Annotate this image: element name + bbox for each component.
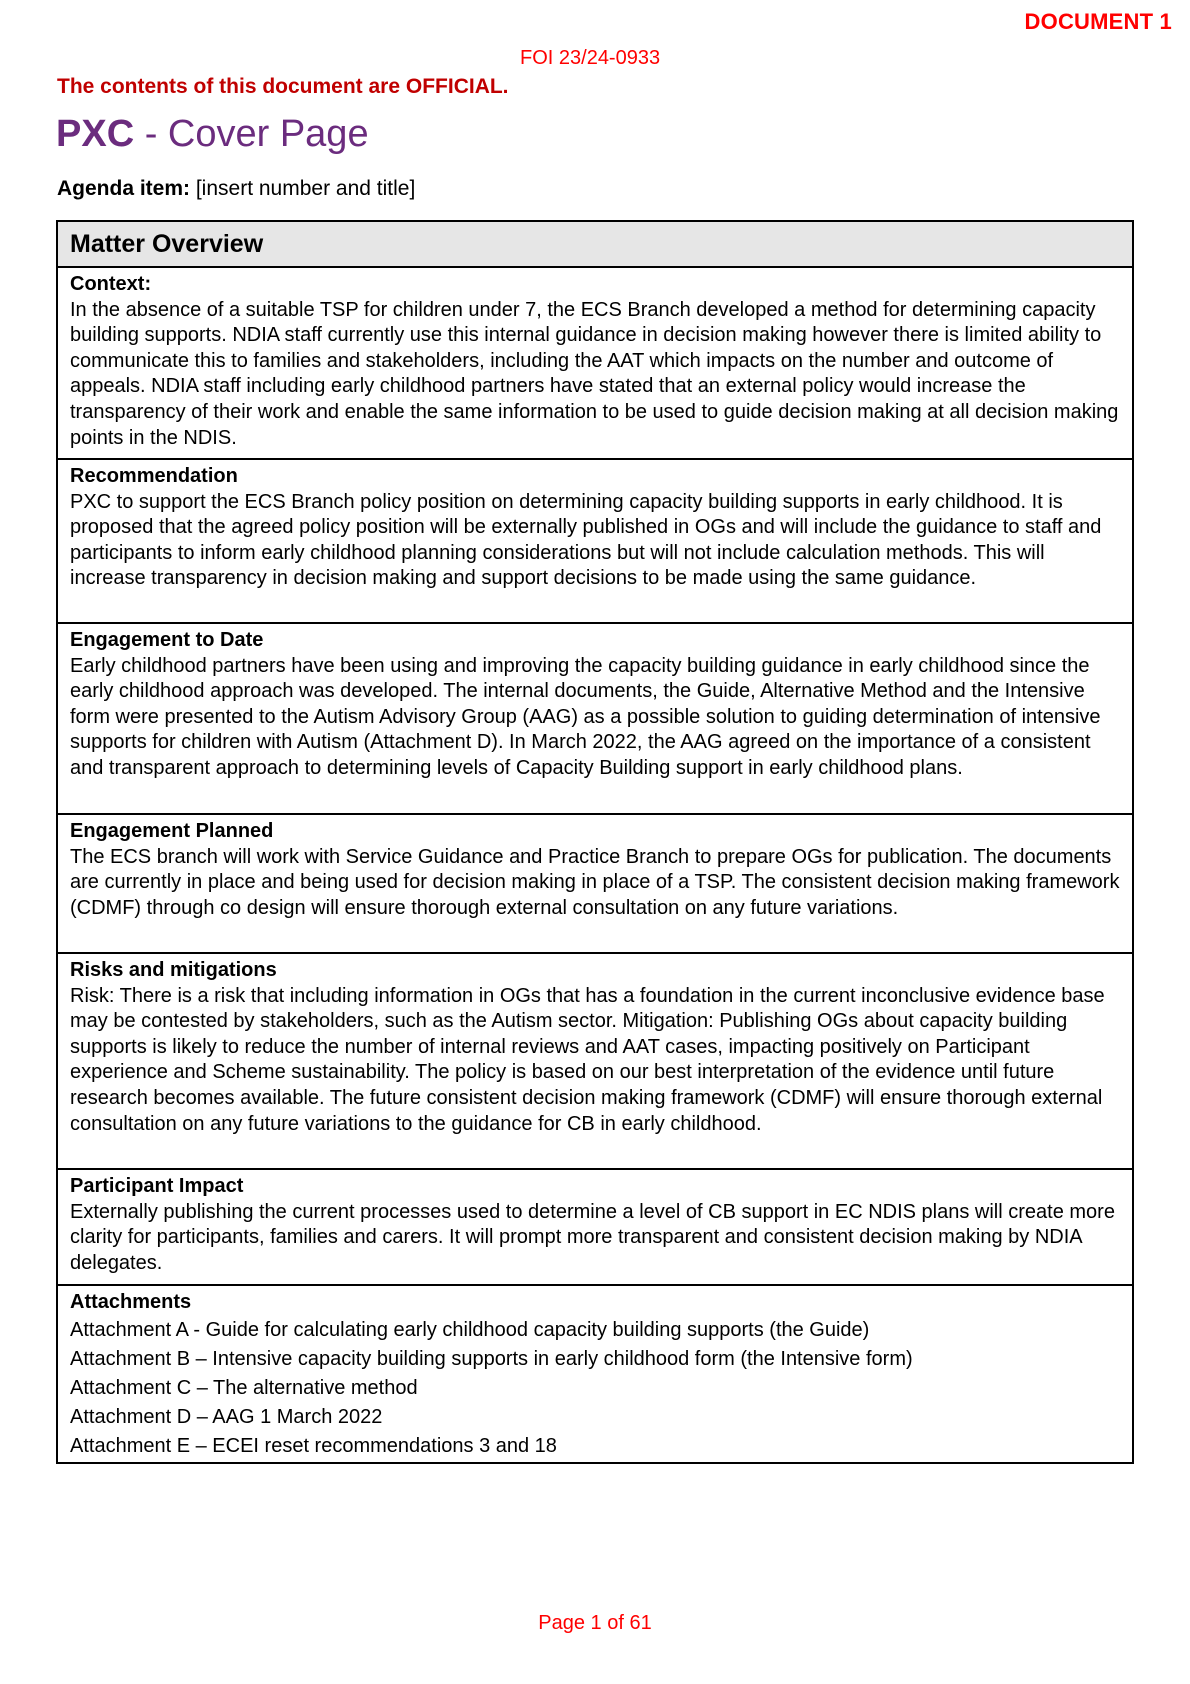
section-body: PXC to support the ECS Branch policy position on determining capacity building supports in early childhood. It is proposed that the agreed policy position will be externally published in OGs and will include the guidance to staff and participants to inform early childhood planning considerations but will not include calculation methods. This will increase transparency in decision making and support decisions to be made using the same guidance. — [70, 490, 1102, 590]
attachment-item: Attachment E – ECEI reset recommendations 3 and 18 — [70, 1434, 557, 1457]
classification-banner: The contents of this document are OFFICIAL. — [57, 75, 509, 98]
agenda-item-label: Agenda item: — [57, 177, 191, 200]
section-attachments — [58, 1286, 1132, 1462]
attachment-item: Attachment A - Guide for calculating early childhood capacity building supports (the Guide) — [70, 1318, 870, 1341]
section-engagement-planned — [58, 815, 1132, 954]
section-heading: Context: — [70, 273, 152, 295]
matter-overview-heading: Matter Overview — [58, 222, 1132, 268]
attachment-item: Attachment D – AAG 1 March 2022 — [70, 1405, 383, 1428]
foi-reference: FOI 23/24-0933 — [520, 47, 661, 69]
matter-overview-table — [56, 220, 1134, 1464]
section-participant-impact — [58, 1170, 1132, 1286]
section-body: In the absence of a suitable TSP for children under 7, the ECS Branch developed a method for determining capacity building supports. NDIA staff currently use this internal guidance in decision making however there is limited ability to communicate this to families and stakeholders, including the AAT which impacts on the number and outcome of appeals. NDIA staff including early childhood partners have stated that an external policy would increase the transparency of their work and enable the same information to be used to guide decision making at all decision making points in the NDIS. — [70, 298, 1119, 449]
page-indicator: Page 1 of 61 — [538, 1612, 652, 1634]
section-context — [58, 268, 1132, 460]
attachment-item: Attachment C – The alternative method — [70, 1376, 418, 1399]
section-body: Externally publishing the current processes used to determine a level of CB support in EC NDIS plans will create more clarity for participants, families and carers. It will prompt more transparent and consistent decision making by NDIA delegates. — [70, 1200, 1115, 1274]
section-heading: Recommendation — [70, 465, 238, 487]
section-body: The ECS branch will work with Service Guidance and Practice Branch to prepare OGs for publication. The documents are currently in place and being used for decision making in place of a TSP. The consistent decision making framework (CDMF) through co design will ensure thorough external consultation on any future variations. — [70, 845, 1120, 919]
document-number-label: DOCUMENT 1 — [1024, 9, 1172, 34]
section-body: Early childhood partners have been using and improving the capacity building guidance in early childhood since the early childhood approach was developed. The internal documents, the Guide, Alternative Method and the Intensive form were presented to the Autism Advisory Group (AAG) as a possible solution to guiding determination of intensive supports for children with Autism (Attachment D). In March 2022, the AAG agreed on the importance of a consistent and transparent approach to determining levels of Capacity Building support in early childhood plans. — [70, 654, 1101, 779]
page-title-rest: - Cover Page — [134, 113, 369, 155]
attachment-item: Attachment B – Intensive capacity building supports in early childhood form (the Intensive form) — [70, 1347, 913, 1370]
agenda-item-value: [insert number and title] — [190, 177, 416, 200]
section-heading: Engagement Planned — [70, 820, 274, 842]
section-engagement-to-date — [58, 624, 1132, 815]
section-heading: Engagement to Date — [70, 629, 264, 651]
page-title — [56, 113, 369, 156]
section-heading: Attachments — [70, 1291, 192, 1313]
section-heading: Participant Impact — [70, 1175, 244, 1197]
section-heading: Risks and mitigations — [70, 959, 277, 981]
section-body: Risk: There is a risk that including information in OGs that has a foundation in the current inconclusive evidence base may be contested by stakeholders, such as the Autism sector. Mitigation: Publishing OGs about capacity building supports is likely to reduce the number of internal reviews and AAT cases, impacting positively on Participant experience and Scheme sustainability. The policy is based on our best interpretation of the evidence until future research becomes available. The future consistent decision making framework (CDMF) will ensure thorough external consultation on any future variations to the guidance for CB in early childhood. — [70, 984, 1105, 1135]
page-title-committee: PXC — [56, 113, 135, 155]
section-recommendation — [58, 460, 1132, 624]
agenda-item — [57, 177, 415, 201]
section-risks-and-mitigations — [58, 954, 1132, 1170]
